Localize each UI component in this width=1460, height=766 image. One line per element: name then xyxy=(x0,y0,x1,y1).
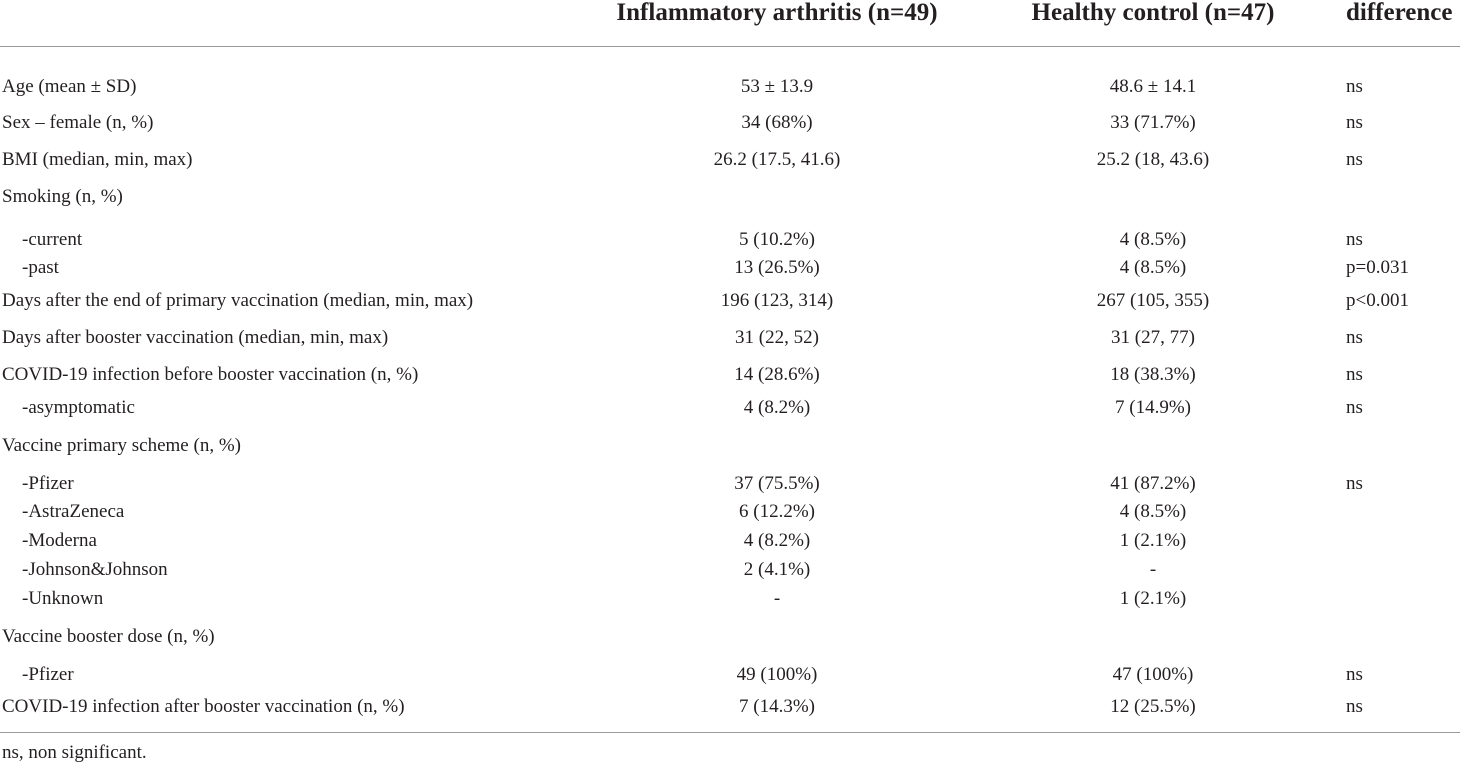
row-ia-value: 4 (8.2%) xyxy=(743,397,811,418)
row-hc-value xyxy=(972,423,1334,460)
row-difference xyxy=(1334,498,1460,527)
table-footnote: ns, non significant. xyxy=(2,742,147,763)
row-hc-value: 1 (2.1%) xyxy=(1119,530,1187,551)
table-row xyxy=(0,320,1460,357)
table-row xyxy=(0,689,1460,726)
row-difference: ns xyxy=(1346,472,1363,494)
row-hc-value: 12 (25.5%) xyxy=(1110,696,1196,717)
row-difference: ns xyxy=(1346,327,1363,348)
row-label: Vaccine booster dose (n, %) xyxy=(2,625,215,647)
table-row xyxy=(0,585,1460,614)
row-ia-value xyxy=(582,179,972,216)
table-row xyxy=(0,283,1460,320)
header-difference: difference xyxy=(1334,0,1460,47)
row-hc-value: 267 (105, 355) xyxy=(1096,290,1210,311)
row-ia-value: 6 (12.2%) xyxy=(739,501,815,522)
row-difference xyxy=(1334,556,1460,585)
row-difference xyxy=(1334,179,1460,216)
table-row xyxy=(0,423,1460,460)
row-hc-value: 4 (8.5%) xyxy=(1119,501,1187,522)
row-difference: ns xyxy=(1346,149,1363,170)
row-difference: ns xyxy=(1346,228,1363,250)
row-hc-value: 25.2 (18, 43.6) xyxy=(1096,149,1210,170)
row-ia-value: - xyxy=(773,588,781,609)
table-row xyxy=(0,651,1460,689)
row-label: -current xyxy=(22,228,83,250)
row-label: Smoking (n, %) xyxy=(2,186,123,207)
row-difference xyxy=(1334,423,1460,460)
row-ia-value: 34 (68%) xyxy=(741,112,813,133)
row-label: Days after booster vaccination (median, min, max) xyxy=(2,327,389,348)
row-ia-value: 4 (8.2%) xyxy=(743,530,811,551)
header-variable xyxy=(0,0,582,47)
row-ia-value: 37 (75.5%) xyxy=(734,472,820,494)
table-row xyxy=(0,254,1460,283)
header-inflammatory-arthritis: Inflammatory arthritis (n=49) xyxy=(582,0,972,47)
row-ia-value: 7 (14.3%) xyxy=(739,696,815,717)
row-label: Vaccine primary scheme (n, %) xyxy=(2,434,241,456)
row-hc-value: 48.6 ± 14.1 xyxy=(1109,75,1197,97)
row-label: -AstraZeneca xyxy=(22,501,125,522)
row-ia-value xyxy=(582,423,972,460)
row-label: -asymptomatic xyxy=(22,397,135,418)
row-label: -past xyxy=(22,257,59,278)
table-row xyxy=(0,142,1460,179)
row-hc-value: 4 (8.5%) xyxy=(1119,257,1187,278)
table-row xyxy=(0,47,1460,105)
table-row xyxy=(0,527,1460,556)
row-difference: ns xyxy=(1346,397,1363,418)
row-difference: p<0.001 xyxy=(1346,290,1409,311)
row-ia-value: 2 (4.1%) xyxy=(743,559,811,580)
table-row xyxy=(0,394,1460,423)
row-hc-value: 33 (71.7%) xyxy=(1110,112,1196,133)
table-row xyxy=(0,357,1460,394)
row-ia-value xyxy=(582,614,972,651)
row-difference: ns xyxy=(1346,112,1363,133)
table-row xyxy=(0,105,1460,142)
row-difference: p=0.031 xyxy=(1346,257,1409,278)
row-hc-value: 31 (27, 77) xyxy=(1111,327,1195,348)
header-healthy-control: Healthy control (n=47) xyxy=(972,0,1334,47)
row-label: Age (mean ± SD) xyxy=(2,75,137,97)
table-bottom-rule xyxy=(0,732,1460,733)
table-row xyxy=(0,216,1460,254)
row-difference: ns xyxy=(1346,696,1363,717)
row-difference xyxy=(1334,527,1460,556)
row-hc-value xyxy=(972,179,1334,216)
row-difference xyxy=(1334,614,1460,651)
table-row xyxy=(0,614,1460,651)
table-row xyxy=(0,179,1460,216)
row-label: Days after the end of primary vaccination (median, min, max) xyxy=(2,290,474,311)
row-label: -Moderna xyxy=(22,530,97,551)
row-hc-value xyxy=(972,614,1334,651)
row-hc-value: 41 (87.2%) xyxy=(1110,472,1196,494)
row-difference: ns xyxy=(1346,75,1363,97)
row-ia-value: 14 (28.6%) xyxy=(734,364,820,385)
row-label: Sex – female (n, %) xyxy=(2,112,154,133)
row-ia-value: 196 (123, 314) xyxy=(720,290,834,311)
row-label: -Unknown xyxy=(22,588,104,609)
row-label: COVID-19 infection after booster vaccination (n, %) xyxy=(2,696,405,717)
row-hc-value: 7 (14.9%) xyxy=(1115,397,1191,418)
table-row xyxy=(0,498,1460,527)
row-ia-value: 49 (100%) xyxy=(736,663,818,685)
row-hc-value: 47 (100%) xyxy=(1112,663,1194,685)
row-ia-value: 13 (26.5%) xyxy=(734,257,820,278)
row-ia-value: 5 (10.2%) xyxy=(739,228,815,250)
row-ia-value: 31 (22, 52) xyxy=(735,327,819,348)
row-hc-value: 1 (2.1%) xyxy=(1119,588,1187,609)
row-label: -Pfizer xyxy=(22,472,74,494)
row-difference: ns xyxy=(1346,663,1363,685)
row-hc-value: - xyxy=(1149,559,1157,580)
row-difference xyxy=(1334,585,1460,614)
row-label: COVID-19 infection before booster vaccination (n, %) xyxy=(2,364,419,385)
row-hc-value: 4 (8.5%) xyxy=(1119,228,1187,250)
table-row xyxy=(0,556,1460,585)
row-label: -Pfizer xyxy=(22,663,74,685)
row-ia-value: 26.2 (17.5, 41.6) xyxy=(713,149,841,170)
row-label: -Johnson&Johnson xyxy=(22,559,168,580)
row-ia-value: 53 ± 13.9 xyxy=(740,75,814,97)
row-hc-value: 18 (38.3%) xyxy=(1110,364,1196,385)
row-label: BMI (median, min, max) xyxy=(2,149,193,170)
table-row xyxy=(0,460,1460,498)
row-difference: ns xyxy=(1346,364,1363,385)
table-header-row xyxy=(0,0,1460,47)
